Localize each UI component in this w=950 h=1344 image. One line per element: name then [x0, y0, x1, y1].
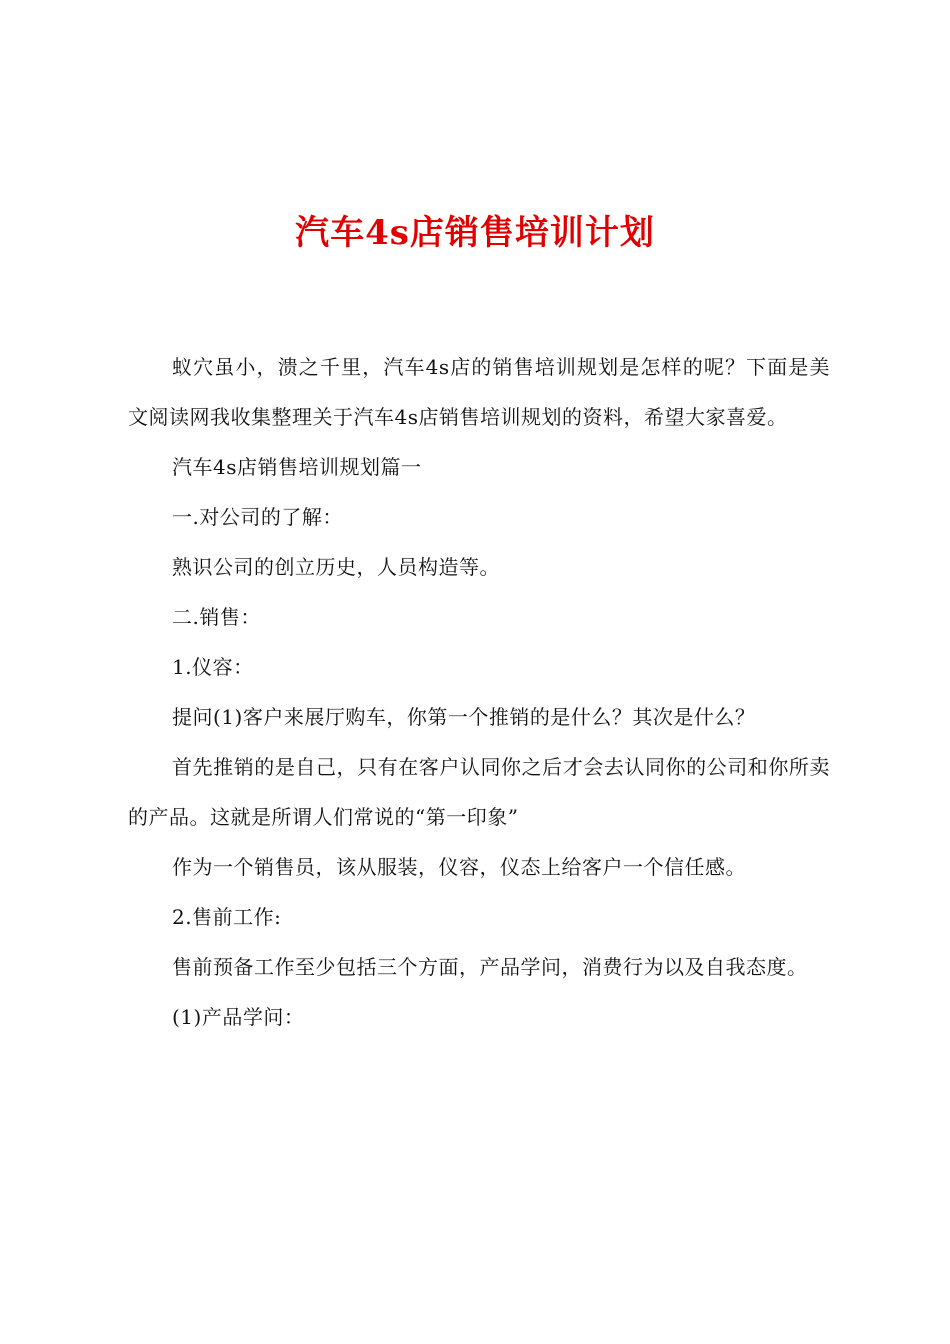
heading-product-knowledge: (1)产品学问：	[172, 1005, 305, 1029]
section-heading-plan-one: 汽车4s店销售培训规划篇一	[172, 455, 422, 479]
paragraph-presales-prep: 售前预备工作至少包括三个方面，产品学问，消费行为以及自我态度。	[172, 955, 808, 979]
heading-sales: 二.销售：	[172, 605, 261, 629]
heading-appearance: 1.仪容：	[172, 655, 254, 679]
document-title: 汽车4s店销售培训计划	[295, 213, 655, 253]
paragraph-first-impression: 首先推销的是自己，只有在客户认同你之后才会去认同你的公司和你所卖的产品。这就是所谓人们常说的“第一印象”	[128, 755, 830, 829]
document-body	[128, 342, 830, 1042]
paragraph-salesperson-trust: 作为一个销售员，该从服装，仪容，仪态上给客户一个信任感。	[172, 855, 746, 879]
paragraph-company-history: 熟识公司的创立历史，人员构造等。	[172, 555, 500, 579]
heading-company-knowledge: 一.对公司的了解：	[172, 505, 343, 529]
intro-paragraph: 蚁穴虽小，溃之千里，汽车4s店的销售培训规划是怎样的呢？下面是美文阅读网我收集整理关于汽车4s店销售培训规划的资料，希望大家喜爱。	[128, 355, 830, 429]
paragraph-question-one: 提问(1)客户来展厅购车，你第一个推销的是什么？其次是什么？	[172, 705, 756, 729]
heading-presales-work: 2.售前工作:	[172, 905, 282, 929]
